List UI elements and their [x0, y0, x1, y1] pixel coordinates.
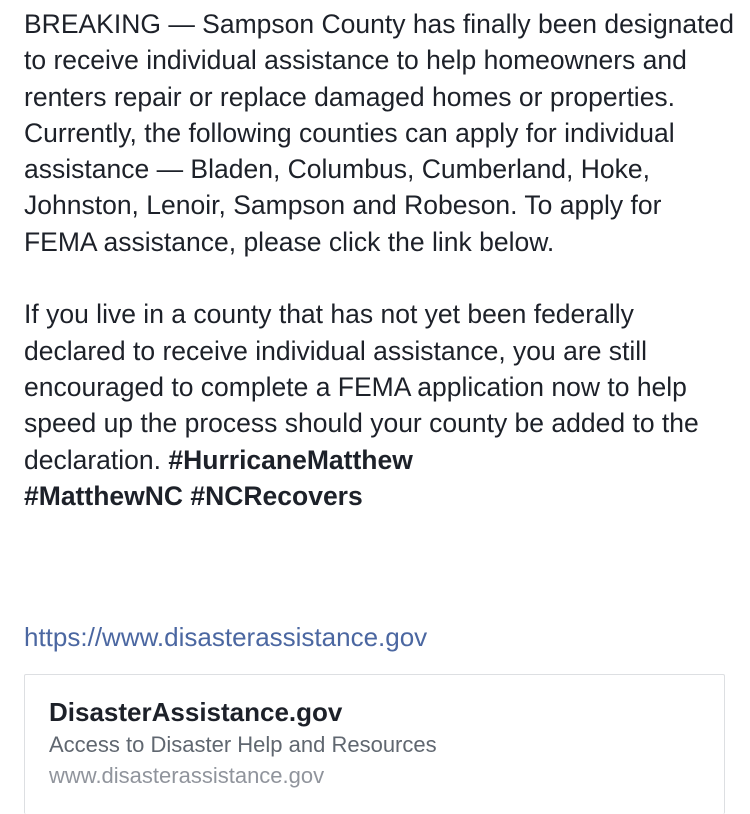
post-body [24, 6, 736, 514]
link-preview-card[interactable] [24, 674, 725, 814]
link-card-description: Access to Disaster Help and Resources [49, 732, 437, 757]
post-paragraph-2 [24, 296, 736, 514]
link-card-title: DisasterAssistance.gov [49, 697, 343, 727]
hashtag-ncrecovers[interactable]: #NCRecovers [190, 480, 363, 511]
post-paragraph-1: BREAKING — Sampson County has finally been designated to receive individual assistance to help homeowners and renters repair or replace damaged homes or properties. Currently, the following counties can apply for individual assistance — Bladen, Columbus, Cumberland, Hoke, Johnston, Lenoir, Sampson and Robeson. To apply for FEMA assistance, please click the link below. [24, 9, 735, 257]
post-url-link[interactable]: https://www.disasterassistance.gov [24, 622, 428, 652]
link-card-domain: www.disasterassistance.gov [49, 763, 325, 788]
post-paragraph-2-text: If you live in a county that has not yet been federally declared to receive individual assistance, you are still encouraged to complete a FEMA application now to help speed up the process should your county be added to the declaration. [24, 299, 699, 475]
hashtag-hurricanematthew[interactable]: #HurricaneMatthew [168, 444, 413, 475]
hashtag-matthewnc[interactable]: #MatthewNC [24, 480, 184, 511]
